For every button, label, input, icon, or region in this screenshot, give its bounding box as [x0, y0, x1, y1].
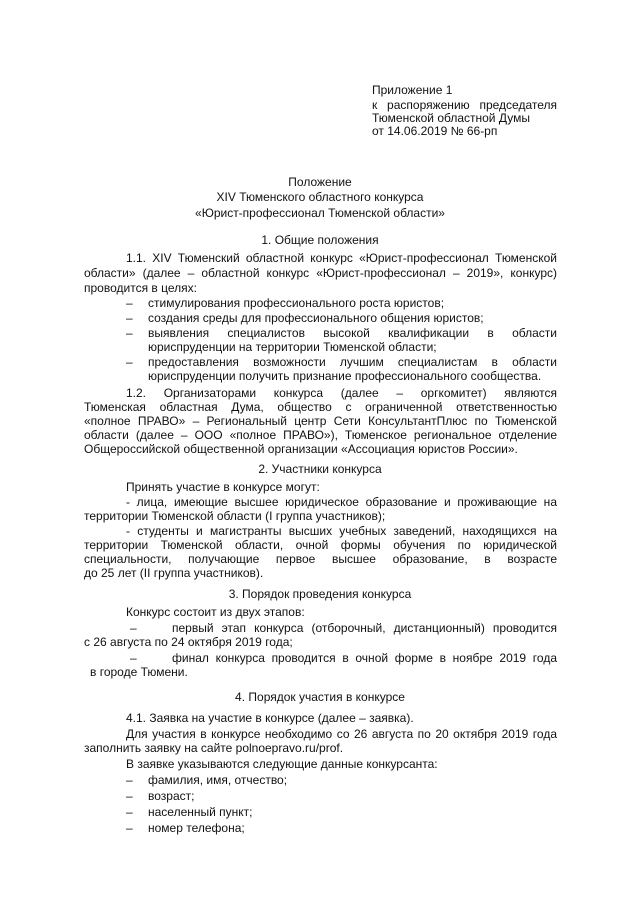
s3-line5: в городе Тюмени. — [90, 665, 188, 679]
s1-p2-line5: Общероссийской общественной организации «Ассоциация юристов России». — [84, 442, 518, 456]
bullet-dash: – — [126, 355, 133, 369]
s4-line2: Для участия в конкурсе необходимо со 26 августа по 20 октября 2019 года — [126, 727, 557, 741]
s2-line6: специальности, получающие первое высшее образование, в возрасте — [84, 552, 557, 566]
s1-p2-line4: области (далее – ООО «полное ПРАВО»), Тюменское региональное отделение — [84, 428, 557, 442]
s1-bullet4-line2: юриспруденции получить признание профессионального сообщества. — [148, 369, 542, 383]
s2-line4: - студенты и магистранты высших учебных заведений, находящихся на — [126, 524, 557, 538]
s1-bullet3-line2: юриспруденции на территории Тюменской области; — [148, 340, 437, 354]
appendix-date: от 14.06.2019 № 66-рп — [372, 124, 498, 138]
s4-line4: В заявке указываются следующие данные конкурсанта: — [126, 757, 438, 771]
appendix-order: к распоряжению председателя — [372, 98, 557, 112]
s3-line3: с 26 августа по 24 октября 2019 года; — [84, 635, 293, 649]
s4-line1: 4.1. Заявка на участие в конкурсе (далее – заявка). — [126, 711, 414, 725]
s2-line3: территории Тюменской области (I группа участников); — [84, 509, 386, 523]
s4-line3: заполнить заявку на сайте polnoepravo.ru/prof. — [84, 741, 344, 755]
s1-p1-line1: 1.1. XIV Тюменский областной конкурс «Юрист-профессионал Тюменской — [126, 251, 557, 265]
appendix-issuer: Тюменской областной Думы — [372, 111, 530, 125]
bullet-dash: – — [126, 773, 133, 787]
s4-bullet4: номер телефона; — [148, 821, 245, 835]
bullet-dash: – — [130, 651, 137, 665]
section3-heading: 3. Порядок проведения конкурса — [228, 587, 412, 601]
s1-bullet3-line1: выявления специалистов высокой квалификации в области — [148, 326, 557, 340]
s2-line2: - лица, имеющие высшее юридическое образование и проживающие на — [126, 495, 557, 509]
bullet-dash: – — [126, 326, 133, 340]
section1-heading: 1. Общие положения — [261, 233, 379, 247]
s4-bullet1: фамилия, имя, отчество; — [148, 773, 288, 787]
s1-p2-line1: 1.2. Организаторами конкурса (далее – оргкомитет) являются — [126, 386, 557, 400]
appendix-label: Приложение 1 — [372, 83, 453, 97]
s4-bullet2: возраст; — [148, 789, 195, 803]
s3-line4: финал конкурса проводится в очной форме в ноябре 2019 года — [172, 651, 557, 665]
s1-p2-line3: «полное ПРАВО» – Региональный центр Сети КонсультантПлюс по Тюменской — [84, 414, 557, 428]
bullet-dash: – — [126, 821, 133, 835]
bullet-dash: – — [130, 621, 137, 635]
section4-heading: 4. Порядок участия в конкурсе — [235, 690, 405, 704]
s1-p1-line2: области» (далее – областной конкурс «Юрист-профессионал – 2019», конкурс) — [84, 266, 557, 280]
s3-line2: первый этап конкурса (отборочный, дистанционный) проводится — [172, 621, 557, 635]
s2-line1: Принять участие в конкурсе могут: — [126, 480, 320, 494]
section2-heading: 2. Участники конкурса — [258, 462, 382, 476]
doc-subtitle-2: «Юрист-профессионал Тюменской области» — [195, 206, 445, 220]
s4-bullet3: населенный пункт; — [148, 805, 253, 819]
doc-title: Положение — [288, 175, 352, 189]
bullet-dash: – — [126, 789, 133, 803]
s2-line7: до 25 лет (II группа участников). — [84, 566, 264, 580]
bullet-dash: – — [126, 805, 133, 819]
bullet-dash: – — [126, 296, 133, 310]
doc-subtitle-1: XIV Тюменского областного конкурса — [216, 190, 424, 204]
s2-line5: территории Тюменской области, очной формы обучения по юридической — [84, 538, 557, 552]
bullet-dash: – — [126, 311, 133, 325]
s1-p2-line2: Тюменская областная Дума, общество с ограниченной ответственностью — [84, 400, 557, 414]
s1-bullet2: создания среды для профессионального общения юристов; — [148, 311, 484, 325]
s1-p1-line3: проводится в целях: — [84, 281, 197, 295]
s3-line1: Конкурс состоит из двух этапов: — [126, 605, 305, 619]
s1-bullet1: стимулирования профессионального роста юристов; — [148, 296, 445, 310]
s1-bullet4-line1: предоставления возможности лучшим специалистам в области — [148, 355, 557, 369]
